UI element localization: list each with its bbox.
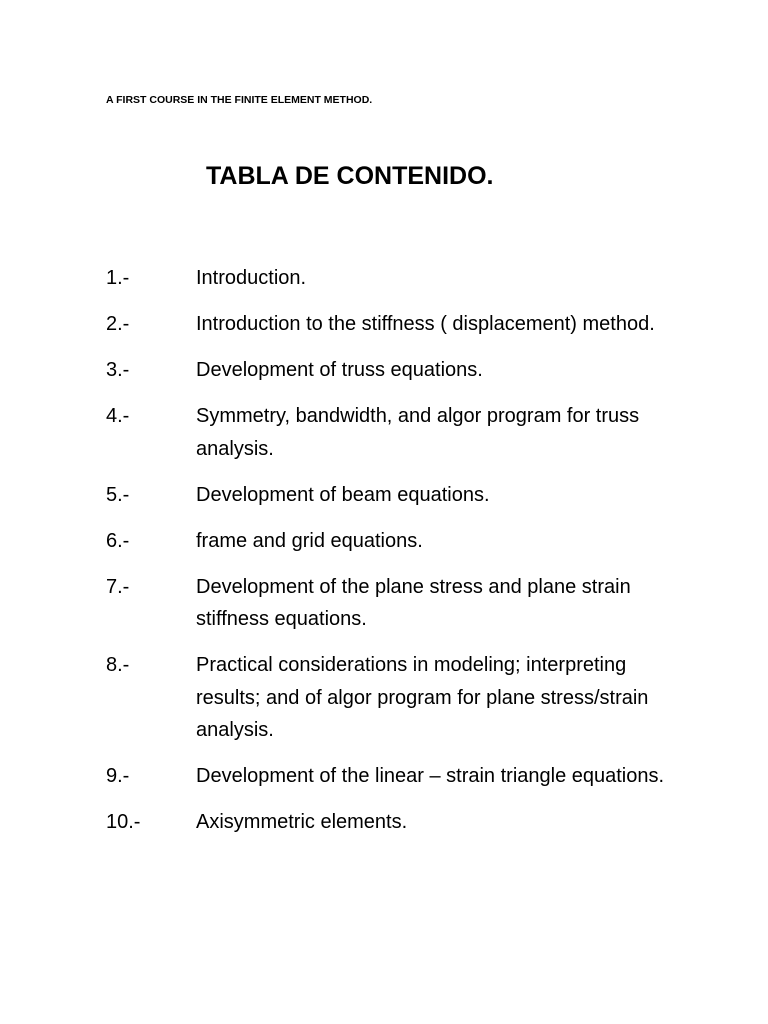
toc-item [106,479,706,512]
toc-item-title: Introduction. [196,267,307,289]
book-title: A FIRST COURSE IN THE FINITE ELEMENT METHOD. [106,94,373,106]
toc-item [106,262,706,295]
toc-item-number: 7.- [106,575,130,598]
toc-item [106,649,706,747]
toc-item-number: 9.- [106,765,130,787]
toc-item-title: frame and grid equations. [196,529,423,552]
toc-item-number: 3.- [106,359,130,381]
toc-item-number: 10.- [106,811,141,833]
toc-item [106,308,706,341]
toc-item-title: Practical considerations in modeling; interpreting results; and of algor program for plane stress/strain analysis. [196,654,649,741]
toc-item-number: 5.- [106,483,130,506]
toc-item-title: Development of truss equations. [196,359,483,381]
table-of-contents [106,262,706,852]
toc-item-title: Introduction to the stiffness ( displacement) method. [196,313,655,335]
toc-item-title: Development of the plane stress and plane strain stiffness equations. [196,575,631,630]
toc-item [106,760,706,793]
toc-item-number: 4.- [106,405,130,427]
toc-item-number: 8.- [106,654,130,676]
toc-item-title: Development of the linear – strain triangle equations. [196,765,665,787]
toc-item-title: Development of beam equations. [196,483,490,506]
toc-item [106,525,706,558]
page-title: TABLA DE CONTENIDO. [206,162,494,190]
toc-item-number: 6.- [106,529,130,552]
toc-item [106,354,706,387]
toc-item-number: 2.- [106,313,130,335]
toc-item-title: Symmetry, bandwidth, and algor program for truss analysis. [196,405,640,460]
toc-item [106,806,706,839]
toc-item [106,571,706,636]
toc-item [106,400,706,465]
toc-item-title: Axisymmetric elements. [196,811,408,833]
toc-item-number: 1.- [106,267,130,289]
